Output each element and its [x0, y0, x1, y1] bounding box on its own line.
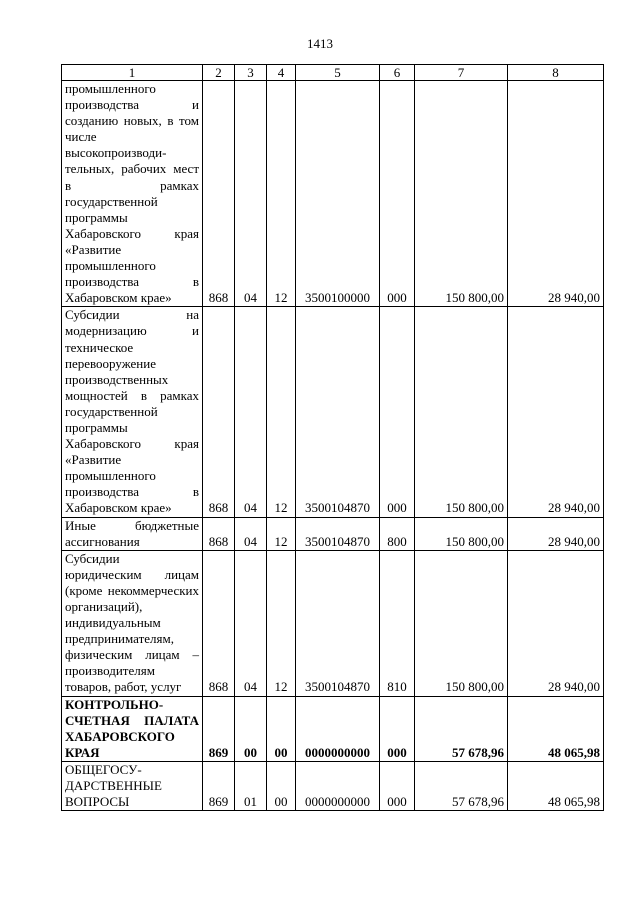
- row-amount-1-cell: 150 800,00: [415, 517, 508, 550]
- row-code-cell: 869: [203, 761, 235, 810]
- row-type-cell: 810: [380, 550, 415, 696]
- row-name-text: Иные бюджетные ассигнования: [65, 517, 199, 549]
- row-subsection-cell: 00: [267, 761, 296, 810]
- column-header-8: 8: [508, 65, 604, 81]
- row-code-cell: 868: [203, 517, 235, 550]
- row-name-text: Субсидии на модернизацию и техническое перевооружение производственных мощностей в рамках государственной программы Хабаровского края «Развитие промышленного производства в Хабаровском крае»: [65, 307, 199, 516]
- column-header-6: 6: [380, 65, 415, 81]
- table-row: [62, 307, 604, 517]
- row-name-cell: [62, 761, 203, 810]
- row-amount-1-cell: 150 800,00: [415, 550, 508, 696]
- row-amount-2-cell: 28 940,00: [508, 81, 604, 307]
- row-name-text: промышленного производства и созданию новых, в том числе высокопроизводи-тельных, рабочих мест в рамках государственной программы Хабаровского края «Развитие промышленного производства в Хабаровском крае»: [65, 81, 199, 306]
- row-code-cell: 868: [203, 307, 235, 517]
- row-name-cell: [62, 517, 203, 550]
- row-section-cell: 04: [235, 517, 267, 550]
- column-header-1: 1: [62, 65, 203, 81]
- row-subsection-cell: 12: [267, 517, 296, 550]
- row-target-cell: 3500100000: [296, 81, 380, 307]
- budget-table: [61, 64, 604, 811]
- row-amount-1-cell: 57 678,96: [415, 761, 508, 810]
- row-section-cell: 00: [235, 696, 267, 761]
- table-row: [62, 761, 604, 810]
- row-section-cell: 04: [235, 81, 267, 307]
- row-type-cell: 000: [380, 81, 415, 307]
- row-target-cell: 0000000000: [296, 761, 380, 810]
- row-section-cell: 01: [235, 761, 267, 810]
- row-type-cell: 800: [380, 517, 415, 550]
- table-row: [62, 517, 604, 550]
- row-subsection-cell: 12: [267, 81, 296, 307]
- row-amount-1-cell: 150 800,00: [415, 307, 508, 517]
- row-name-cell: [62, 307, 203, 517]
- row-amount-2-cell: 28 940,00: [508, 517, 604, 550]
- row-type-cell: 000: [380, 761, 415, 810]
- row-type-cell: 000: [380, 696, 415, 761]
- row-subsection-cell: 12: [267, 307, 296, 517]
- table-row: [62, 696, 604, 761]
- row-type-cell: 000: [380, 307, 415, 517]
- row-amount-2-cell: 28 940,00: [508, 550, 604, 696]
- row-amount-2-cell: 48 065,98: [508, 761, 604, 810]
- row-section-cell: 04: [235, 307, 267, 517]
- row-name-cell: [62, 696, 203, 761]
- row-code-cell: 869: [203, 696, 235, 761]
- table-body: [62, 65, 604, 811]
- table-row: [62, 81, 604, 307]
- column-header-5: 5: [296, 65, 380, 81]
- row-code-cell: 868: [203, 550, 235, 696]
- column-header-3: 3: [235, 65, 267, 81]
- row-amount-2-cell: 28 940,00: [508, 307, 604, 517]
- header-row: [62, 65, 604, 81]
- column-header-4: 4: [267, 65, 296, 81]
- row-name-text: КОНТРОЛЬНО-СЧЕТНАЯ ПАЛАТА ХАБАРОВСКОГО КРАЯ: [65, 696, 199, 760]
- row-amount-1-cell: 57 678,96: [415, 696, 508, 761]
- column-header-2: 2: [203, 65, 235, 81]
- row-target-cell: 3500104870: [296, 517, 380, 550]
- page-number: 1413: [307, 36, 333, 51]
- row-target-cell: 3500104870: [296, 307, 380, 517]
- row-name-text: Субсидии юридическим лицам (кроме некоммерческих организаций), индивидуальным предпринимателям, физическим лицам – производителям товаров, работ, услуг: [65, 550, 199, 695]
- row-subsection-cell: 12: [267, 550, 296, 696]
- row-amount-1-cell: 150 800,00: [415, 81, 508, 307]
- row-code-cell: 868: [203, 81, 235, 307]
- row-name-cell: [62, 550, 203, 696]
- column-header-7: 7: [415, 65, 508, 81]
- row-name-cell: [62, 81, 203, 307]
- row-amount-2-cell: 48 065,98: [508, 696, 604, 761]
- row-subsection-cell: 00: [267, 696, 296, 761]
- row-target-cell: 0000000000: [296, 696, 380, 761]
- table-row: [62, 550, 604, 696]
- row-name-text: ОБЩЕГОСУ-ДАРСТВЕННЫЕ ВОПРОСЫ: [65, 761, 162, 810]
- row-section-cell: 04: [235, 550, 267, 696]
- row-target-cell: 3500104870: [296, 550, 380, 696]
